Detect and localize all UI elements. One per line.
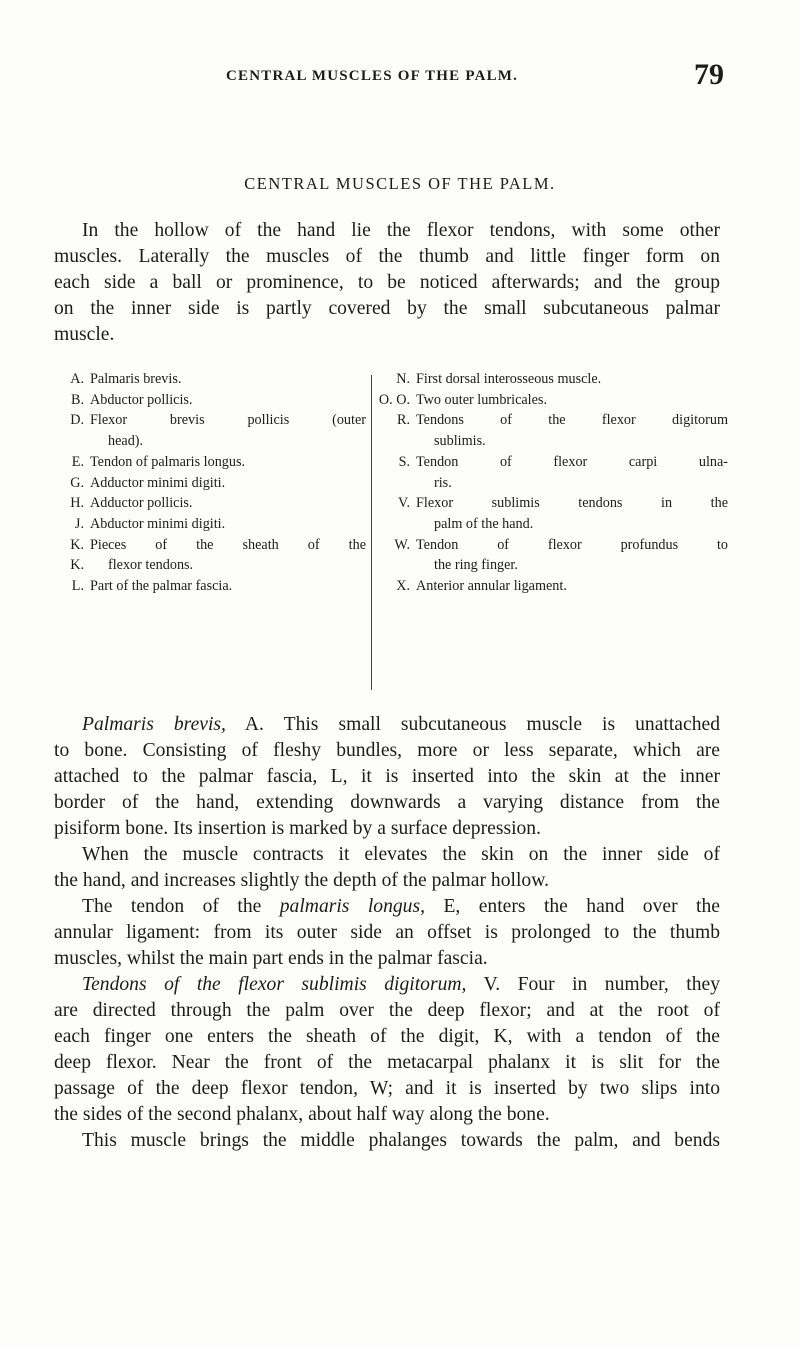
legend-text: sublimis. [434, 433, 486, 450]
legend-item [66, 369, 366, 390]
legend-text: Abductor minimi digiti. [90, 515, 226, 532]
legend-text: Adductor minimi digiti. [90, 474, 226, 491]
text-line: muscles. Laterally the muscles of the thumb and little finger form on [54, 246, 720, 267]
intro-paragraph [54, 218, 720, 348]
legend-text: ris. [434, 474, 452, 491]
text-line: muscle. [54, 324, 115, 345]
text-run: The tendon of the [82, 896, 280, 917]
text-line: on the inner side is partly covered by the small subcutaneous palmar [54, 298, 720, 319]
legend-text: Flexor brevis pollicis (outer [90, 412, 366, 429]
text-line: This muscle brings the middle phalanges towards the palm, and bends [82, 1130, 720, 1151]
legend-divider [371, 375, 372, 690]
legend-text: Flexor sublimis tendons in the [416, 495, 728, 512]
legend-item [384, 576, 728, 597]
legend-key: D. [70, 412, 84, 429]
legend-item [66, 390, 366, 411]
legend-key: L. [71, 578, 84, 595]
legend-text: Adductor pollicis. [90, 495, 193, 512]
legend-text: Tendon of flexor profundus to [416, 536, 728, 553]
italic-term: Tendons of the flexor sublimis digitorum, [82, 974, 467, 995]
legend-key: B. [70, 391, 84, 408]
body-paragraph-contraction [54, 842, 720, 894]
legend-text: Anterior annular ligament. [416, 578, 567, 595]
text-line: In the hollow of the hand lie the flexor tendons, with some other [82, 220, 720, 241]
text-line: each side a ball or prominence, to be noticed afterwards; and the group [54, 272, 720, 293]
text-line [54, 972, 720, 998]
body-paragraph-palmaris-longus [54, 894, 720, 972]
text-line: attached to the palmar fascia, L, it is inserted into the skin at the inner [54, 766, 720, 787]
text-line [54, 894, 720, 920]
text-line: passage of the deep flexor tendon, W; and it is inserted by two slips into [54, 1078, 720, 1099]
legend-text: Part of the palmar fascia. [90, 578, 233, 595]
text-line: are directed through the palm over the deep flexor; and at the root of [54, 1000, 720, 1021]
section-title: CENTRAL MUSCLES OF THE PALM. [244, 174, 556, 193]
legend-item [66, 535, 366, 576]
figure-legend [66, 369, 726, 699]
legend-text: Tendons of the flexor digitorum [416, 412, 728, 429]
legend-text: Tendon of palmaris longus. [90, 453, 246, 470]
legend-key: R. [396, 412, 410, 429]
legend-item [66, 493, 366, 514]
text-run: E, enters the hand over the [425, 896, 720, 917]
legend-left-column [66, 369, 366, 597]
legend-text: head). [108, 433, 144, 450]
legend-key: V. [398, 495, 410, 512]
body-paragraph-action [54, 1128, 720, 1154]
legend-key: A. [70, 371, 84, 387]
italic-term: palmaris longus, [279, 896, 426, 917]
text-line: annular ligament: from its outer side an offset is prolonged to the thumb [54, 922, 720, 943]
legend-item [384, 410, 728, 451]
legend-text: Tendon of flexor carpi ulna- [416, 453, 728, 470]
text-run: A. This small subcutaneous muscle is unattached [225, 714, 720, 735]
legend-right-column [378, 369, 728, 597]
legend-key: S. [398, 453, 410, 470]
legend-item [384, 452, 728, 493]
legend-key: E. [71, 453, 84, 470]
legend-key: N. [396, 371, 410, 387]
text-line [54, 712, 720, 738]
legend-text: Pieces of the sheath of the [90, 536, 366, 553]
text-line: muscles, whilst the main part ends in the palmar fascia. [54, 948, 488, 969]
text-line: border of the hand, extending downwards a varying distance from the [54, 792, 720, 813]
legend-text: Abductor pollicis. [90, 391, 193, 408]
body-paragraph-palmaris-brevis [54, 712, 720, 842]
legend-key: O. O. [378, 391, 410, 408]
text-line: When the muscle contracts it elevates the skin on the inner side of [82, 844, 720, 865]
legend-key: X. [396, 578, 410, 595]
legend-item [66, 514, 366, 535]
text-line: pisiform bone. Its insertion is marked by a surface depression. [54, 818, 542, 839]
legend-item [384, 493, 728, 534]
legend-key: W. [394, 536, 410, 553]
running-head [0, 58, 800, 104]
text-line: to bone. Consisting of fleshy bundles, more or less separate, which are [54, 740, 720, 761]
legend-text: palm of the hand. [434, 515, 534, 532]
legend-text: Two outer lumbricales. [416, 391, 547, 408]
legend-item [384, 535, 728, 576]
text-line: the hand, and increases slightly the depth of the palmar hollow. [54, 870, 549, 891]
body-paragraph-flexor-sublimis [54, 972, 720, 1128]
legend-item [384, 369, 728, 390]
legend-key: H. [70, 495, 84, 512]
legend-item [378, 390, 728, 411]
legend-text: the ring finger. [434, 557, 518, 574]
legend-item [66, 410, 366, 451]
legend-item [66, 576, 366, 597]
legend-text: First dorsal interosseous muscle. [416, 371, 602, 387]
text-line: the sides of the second phalanx, about half way along the bone. [54, 1104, 550, 1125]
legend-key: K. K. [70, 536, 84, 574]
legend-text: Palmaris brevis. [90, 371, 182, 387]
legend-item [66, 452, 366, 473]
text-run: V. Four in number, they [466, 974, 720, 995]
legend-key: G. [70, 474, 84, 491]
legend-text: flexor tendons. [108, 557, 194, 574]
text-line: each finger one enters the sheath of the digit, K, with a tendon of the [54, 1026, 720, 1047]
running-title: CENTRAL MUSCLES OF THE PALM. [226, 68, 519, 84]
legend-key: J. [74, 515, 84, 532]
text-line: deep flexor. Near the front of the metacarpal phalanx it is slit for the [54, 1052, 720, 1073]
italic-term: Palmaris brevis, [82, 714, 226, 735]
page-number: 79 [694, 58, 724, 91]
legend-item [66, 473, 366, 494]
